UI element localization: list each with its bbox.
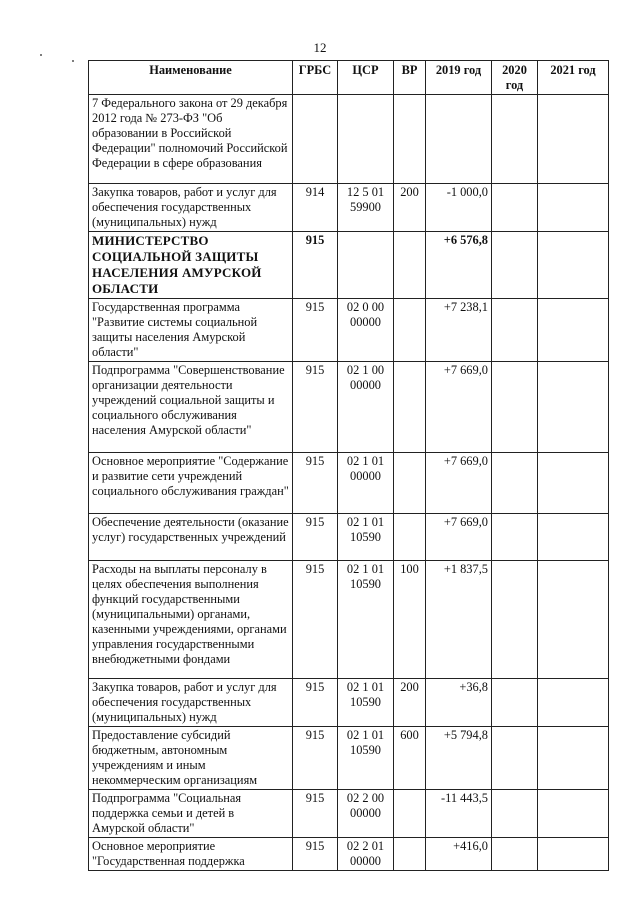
- cell-2019: +1 837,5: [426, 561, 492, 679]
- cell-2019: +6 576,8: [426, 232, 492, 299]
- cell-csr: 02 1 00 00000: [338, 362, 394, 453]
- cell-2021: [538, 838, 609, 871]
- header-vr: ВР: [394, 61, 426, 95]
- table-row: [89, 453, 609, 514]
- cell-name: Основное мероприятие "Государственная поддержка: [89, 838, 293, 871]
- cell-grbs: [293, 95, 338, 184]
- cell-2020: [492, 184, 538, 232]
- cell-name: Предоставление субсидий бюджетным, автономным учреждениям и иным некоммерческим организациям: [89, 727, 293, 790]
- table-row: [89, 727, 609, 790]
- cell-csr: 12 5 01 59900: [338, 184, 394, 232]
- cell-name: 7 Федерального закона от 29 декабря 2012 года № 273-ФЗ "Об образовании в Российской Федерации" полномочий Российской Федерации в сфере образования: [89, 95, 293, 184]
- cell-grbs: 915: [293, 453, 338, 514]
- cell-2021: [538, 790, 609, 838]
- cell-vr: 600: [394, 727, 426, 790]
- scan-speck: [40, 54, 42, 56]
- cell-grbs: 914: [293, 184, 338, 232]
- table-row-ministry: [89, 232, 609, 299]
- cell-name: Закупка товаров, работ и услуг для обеспечения государственных (муниципальных) нужд: [89, 679, 293, 727]
- cell-csr: 02 1 01 10590: [338, 679, 394, 727]
- table-row: [89, 362, 609, 453]
- cell-csr: 02 0 00 00000: [338, 299, 394, 362]
- cell-vr: 200: [394, 679, 426, 727]
- cell-2021: [538, 561, 609, 679]
- cell-name: Подпрограмма "Социальная поддержка семьи и детей в Амурской области": [89, 790, 293, 838]
- scan-speck: [72, 60, 74, 62]
- table-row: [89, 561, 609, 679]
- cell-csr: 02 1 01 10590: [338, 514, 394, 561]
- cell-grbs: 915: [293, 232, 338, 299]
- cell-csr: [338, 232, 394, 299]
- cell-name: Основное мероприятие "Содержание и развитие сети учреждений социального обслуживания граждан": [89, 453, 293, 514]
- cell-grbs: 915: [293, 561, 338, 679]
- table-header-row: [89, 61, 609, 95]
- cell-2019: +7 669,0: [426, 514, 492, 561]
- table-row: [89, 679, 609, 727]
- budget-table: [88, 60, 609, 871]
- cell-name: Расходы на выплаты персоналу в целях обеспечения выполнения функций государственными (муниципальными) органами, казенными учреждениями, органами управления государственными внебюджетными фондами: [89, 561, 293, 679]
- cell-grbs: 915: [293, 299, 338, 362]
- cell-2019: -1 000,0: [426, 184, 492, 232]
- header-2020: 2020 год: [492, 61, 538, 95]
- cell-2020: [492, 679, 538, 727]
- cell-2019: +7 669,0: [426, 453, 492, 514]
- cell-csr: 02 1 01 00000: [338, 453, 394, 514]
- cell-2021: [538, 453, 609, 514]
- cell-name: Подпрограмма "Совершенствование организации деятельности учреждений социальной защиты и социального обслуживания населения Амурской области": [89, 362, 293, 453]
- cell-2020: [492, 95, 538, 184]
- cell-2020: [492, 514, 538, 561]
- cell-2019: +36,8: [426, 679, 492, 727]
- cell-grbs: 915: [293, 514, 338, 561]
- page-number: 12: [313, 40, 327, 55]
- cell-2020: [492, 362, 538, 453]
- cell-csr: [338, 95, 394, 184]
- cell-2021: [538, 514, 609, 561]
- cell-2021: [538, 299, 609, 362]
- cell-2021: [538, 184, 609, 232]
- header-grbs: ГРБС: [293, 61, 338, 95]
- cell-csr: 02 1 01 10590: [338, 727, 394, 790]
- table-row: [89, 514, 609, 561]
- table-row: [89, 838, 609, 871]
- table-row: [89, 790, 609, 838]
- cell-2020: [492, 561, 538, 679]
- cell-2020: [492, 232, 538, 299]
- cell-2021: [538, 727, 609, 790]
- table-row: [89, 95, 609, 184]
- header-name: Наименование: [89, 61, 293, 95]
- cell-grbs: 915: [293, 727, 338, 790]
- table-row: [89, 299, 609, 362]
- cell-2020: [492, 299, 538, 362]
- header-csr: ЦСР: [338, 61, 394, 95]
- cell-2019: +7 238,1: [426, 299, 492, 362]
- cell-grbs: 915: [293, 790, 338, 838]
- cell-2020: [492, 838, 538, 871]
- cell-name: Государственная программа "Развитие системы социальной защиты населения Амурской области": [89, 299, 293, 362]
- cell-name: Обеспечение деятельности (оказание услуг) государственных учреждений: [89, 514, 293, 561]
- cell-2019: +416,0: [426, 838, 492, 871]
- cell-2019: [426, 95, 492, 184]
- cell-2020: [492, 453, 538, 514]
- cell-2021: [538, 362, 609, 453]
- cell-csr: 02 2 01 00000: [338, 838, 394, 871]
- cell-vr: [394, 453, 426, 514]
- header-2019: 2019 год: [426, 61, 492, 95]
- cell-vr: [394, 790, 426, 838]
- cell-vr: 200: [394, 184, 426, 232]
- cell-2021: [538, 679, 609, 727]
- cell-grbs: 915: [293, 838, 338, 871]
- cell-2019: +7 669,0: [426, 362, 492, 453]
- cell-2021: [538, 95, 609, 184]
- cell-vr: [394, 299, 426, 362]
- cell-vr: [394, 95, 426, 184]
- cell-vr: [394, 838, 426, 871]
- cell-name: МИНИСТЕРСТВО СОЦИАЛЬНОЙ ЗАЩИТЫ НАСЕЛЕНИЯ АМУРСКОЙ ОБЛАСТИ: [89, 232, 293, 299]
- cell-name: Закупка товаров, работ и услуг для обеспечения государственных (муниципальных) нужд: [89, 184, 293, 232]
- cell-vr: 100: [394, 561, 426, 679]
- cell-csr: 02 2 00 00000: [338, 790, 394, 838]
- header-2021: 2021 год: [538, 61, 609, 95]
- cell-2020: [492, 790, 538, 838]
- cell-2020: [492, 727, 538, 790]
- cell-grbs: 915: [293, 679, 338, 727]
- cell-2021: [538, 232, 609, 299]
- cell-vr: [394, 362, 426, 453]
- cell-2019: +5 794,8: [426, 727, 492, 790]
- cell-grbs: 915: [293, 362, 338, 453]
- cell-vr: [394, 514, 426, 561]
- cell-csr: 02 1 01 10590: [338, 561, 394, 679]
- table-row: [89, 184, 609, 232]
- cell-vr: [394, 232, 426, 299]
- cell-2019: -11 443,5: [426, 790, 492, 838]
